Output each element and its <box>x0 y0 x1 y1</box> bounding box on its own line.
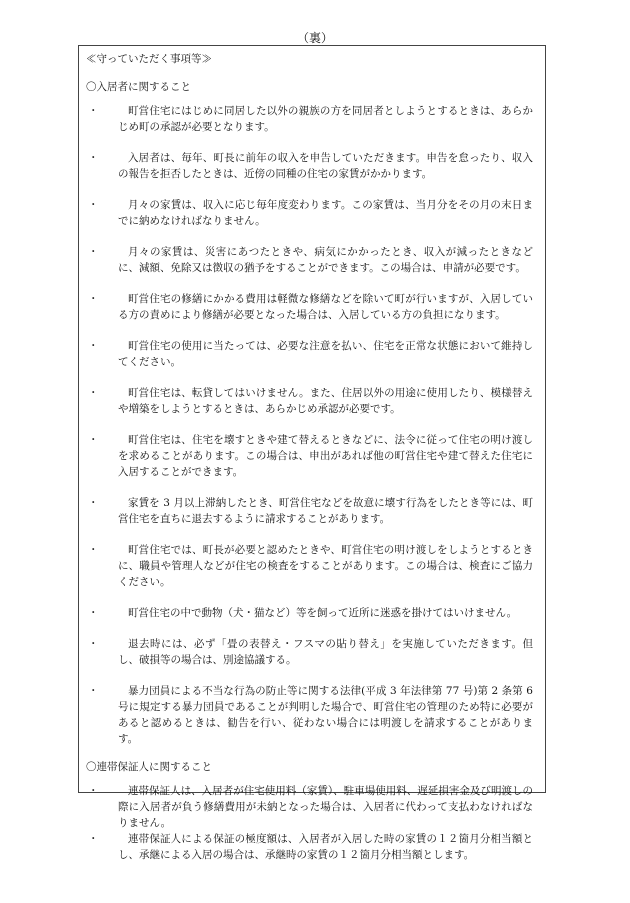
list-item <box>86 783 535 831</box>
bullet-marker: ・ <box>88 497 99 509</box>
list-item <box>86 385 535 417</box>
item-text: 月々の家賃は、災害にあつたときや、病気にかかったとき、収入が減ったときなどに、減額、免除又は徴収の猶予をすることができます。この場合は、申請が必要です。 <box>118 246 533 274</box>
bullet-marker: ・ <box>88 246 99 258</box>
bullet-marker: ・ <box>88 199 99 211</box>
list-item <box>86 495 535 527</box>
list-item <box>86 605 535 621</box>
bullet-marker: ・ <box>88 105 99 117</box>
box-title: ≪守っていただく事項等≫ <box>86 53 212 65</box>
item-text: 町営住宅では、町長が必要と認めたときや、町営住宅の明け渡しをしようとするときに、職員や管理人などが住宅の検査をすることがあります。この場合は、検査にご協力ください。 <box>118 544 533 588</box>
list-item <box>86 542 535 590</box>
rules-box <box>78 45 546 861</box>
item-text: 退去時には、必ず「畳の表替え・フスマの貼り替え」を実施していただきます。但し、破損等の場合は、別途協議する。 <box>118 638 533 666</box>
list-item <box>86 338 535 370</box>
page-header: （裏） <box>296 31 333 45</box>
item-text: 入居者は、毎年、町長に前年の収入を申告していただきます。申告を怠ったり、収入の報告を拒否したときは、近傍の同種の住宅の家賃がかかります。 <box>118 152 533 180</box>
list-item <box>86 432 535 480</box>
list-item <box>86 683 535 747</box>
item-text: 町営住宅は、転貸してはいけません。また、住居以外の用途に使用したり、模様替えや増築をしようとするときは、あらかじめ承認が必要です。 <box>118 387 533 415</box>
item-text: 連帯保証人による保証の極度額は、入居者が入居した時の家賃の１２箇月分相当額とし、承継による入居の場合は、承継時の家賃の１２箇月分相当額とします。 <box>118 833 533 861</box>
bullet-marker: ・ <box>88 340 99 352</box>
section-spacer <box>86 747 535 759</box>
bullet-marker: ・ <box>88 785 99 797</box>
item-text: 月々の家賃は、収入に応じ毎年度変わります。この家賃は、当月分をその月の末日までに納めなければなりません。 <box>118 199 533 227</box>
list-item <box>86 291 535 323</box>
list-item <box>86 244 535 276</box>
bullet-marker: ・ <box>88 544 99 556</box>
list-item <box>86 103 535 135</box>
list-item <box>86 831 535 863</box>
section-resident <box>86 79 535 747</box>
section-heading: 〇連帯保証人に関すること <box>86 761 212 773</box>
item-text: 連帯保証人は、入居者が住宅使用料（家賃）、駐車場使用料、遅延損害金及び明渡しの際に入居者が負う修繕費用が未納となった場合は、入居者に代わって支払わなければなりません。 <box>118 785 533 829</box>
item-text: 暴力団員による不当な行為の防止等に関する法律(平成 3 年法律第 77 号)第 2 条第 6 号に規定する暴力団員であることが判明した場合で、町営住宅の管理のため特に必要があると認めるときは、勧告を行い、従わない場合には明渡しを請求することがあります。 <box>118 685 533 745</box>
item-text: 家賃を 3 月以上滞納したとき、町営住宅などを故意に壊す行為をしたとき等には、町営住宅を直ちに退去するように請求することがあります。 <box>118 497 533 525</box>
item-text: 町営住宅の中で動物（犬・猫など）等を飼って近所に迷惑を掛けてはいけません。 <box>128 607 518 619</box>
bullet-marker: ・ <box>88 293 99 305</box>
item-text: 町営住宅の使用に当たっては、必要な注意を払い、住宅を正常な状態において維持してください。 <box>118 340 533 368</box>
bullet-marker: ・ <box>88 833 99 845</box>
item-text: 町営住宅は、住宅を壊すときや建て替えるときなどに、法令に従って住宅の明け渡しを求めることがあります。この場合は、申出があれば他の町営住宅や建て替えた住宅に入居することができます。 <box>118 434 533 478</box>
section-heading: 〇入居者に関すること <box>86 81 191 93</box>
section-guarantor <box>86 759 535 863</box>
bullet-marker: ・ <box>88 638 99 650</box>
bullet-marker: ・ <box>88 607 99 619</box>
list-item <box>86 197 535 229</box>
list-item <box>86 150 535 182</box>
item-text: 町営住宅の修繕にかかる費用は軽微な修繕などを除いて町が行いますが、入居している方の責めにより修繕が必要となった場合は、入居している方の負担になります。 <box>118 293 533 321</box>
bullet-marker: ・ <box>88 152 99 164</box>
bullet-marker: ・ <box>88 685 99 697</box>
item-text: 町営住宅にはじめに同居した以外の親族の方を同居者としようとするときは、あらかじめ町の承認が必要となります。 <box>118 105 533 133</box>
bullet-marker: ・ <box>88 434 99 446</box>
list-item <box>86 636 535 668</box>
bullet-marker: ・ <box>88 387 99 399</box>
